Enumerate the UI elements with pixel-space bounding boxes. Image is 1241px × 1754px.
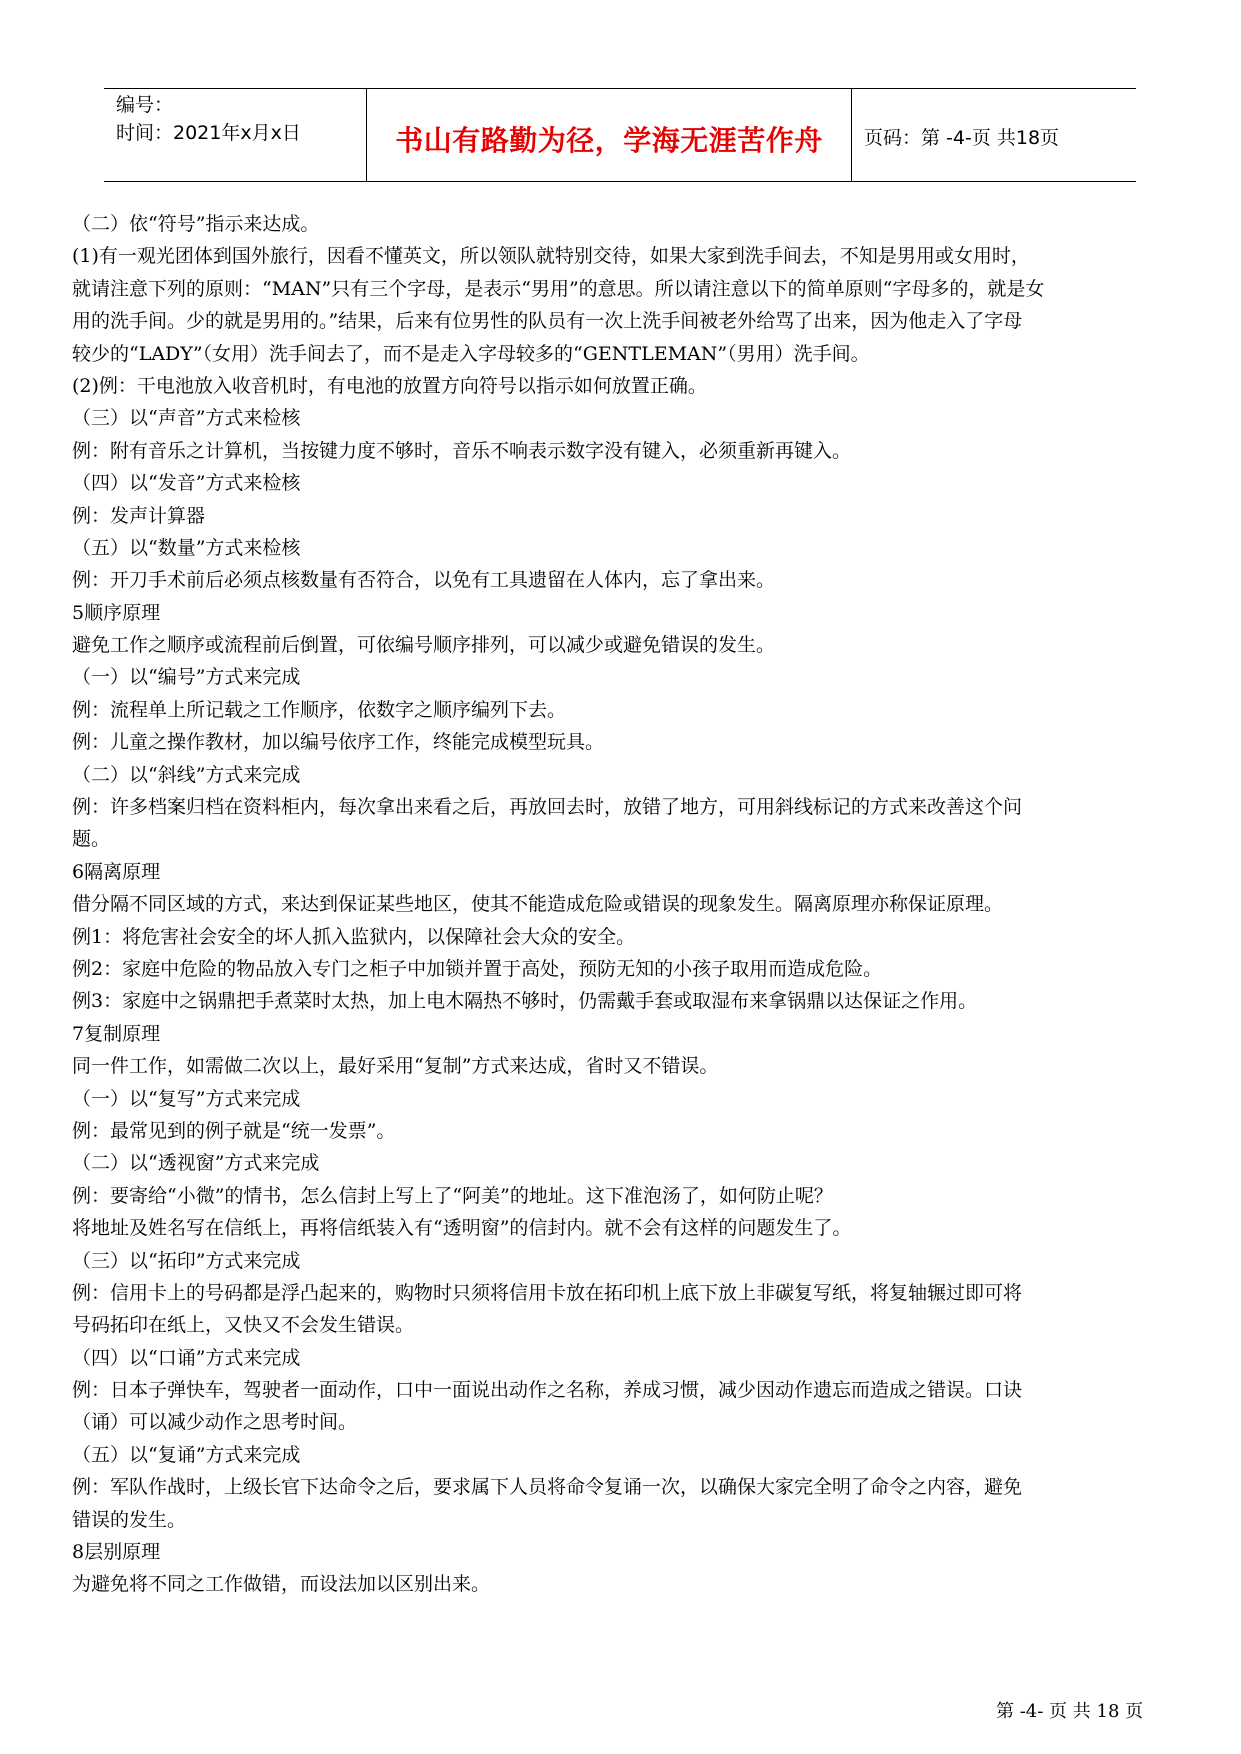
text-line: 例：流程单上所记载之工作顺序，依数字之顺序编列下去。: [72, 698, 567, 721]
text-line: （二）以“斜线”方式来完成: [72, 763, 301, 786]
text-line: 避免工作之顺序或流程前后倒置，可依编号顺序排列，可以减少或避免错误的发生。: [72, 634, 776, 657]
page-info-label: 页码：第 -4-页 共18页: [864, 127, 1060, 149]
text-line: 题。: [72, 828, 111, 851]
text-line: 将地址及姓名写在信纸上，再将信纸装入有“透明窗”的信封内。就不会有这样的问题发生了。: [72, 1217, 852, 1240]
text-line: 5顺序原理: [72, 601, 161, 624]
text-line: （五）以“数量”方式来检核: [72, 536, 301, 559]
motto-text: 书山有路勤为径，学海无涯苦作舟: [395, 124, 823, 157]
document-number-label: 编号：: [116, 94, 174, 116]
header-page-cell: [852, 89, 1136, 181]
page-footer: 第 -4- 页 共 18 页: [996, 1701, 1144, 1722]
text-line: 例3：家庭中之锅鼎把手煮菜时太热，加上电木隔热不够时，仍需戴手套或取湿布来拿锅鼎以达保证之作用。: [72, 990, 978, 1013]
text-line: （三）以“声音”方式来检核: [72, 407, 301, 430]
text-line: （四）以“发音”方式来检核: [72, 472, 301, 495]
text-line: 号码拓印在纸上，又快又不会发生错误。: [72, 1314, 415, 1337]
text-line: (2)例：干电池放入收音机时，有电池的放置方向符号以指示如何放置正确。: [72, 374, 707, 397]
text-line: （一）以“编号”方式来完成: [72, 666, 301, 689]
text-line: 为避免将不同之工作做错，而设法加以区别出来。: [72, 1573, 491, 1596]
text-line: 例：发声计算器: [72, 504, 206, 527]
text-line: 错误的发生。: [72, 1508, 187, 1531]
text-line: 7复制原理: [72, 1022, 161, 1045]
text-line: （三）以“拓印”方式来完成: [72, 1249, 301, 1272]
document-time-label: 时间：2021年x月x日: [116, 122, 301, 144]
text-line: 较少的“LADY”（女用）洗手间去了，而不是走入字母较多的“GENTLEMAN”（男用）洗手间。: [72, 342, 870, 365]
text-line: 例：要寄给“小微”的情书，怎么信封上写上了“阿美”的地址。这下准泡汤了，如何防止呢？: [72, 1184, 833, 1207]
header-motto-cell: [366, 89, 852, 181]
text-line: 例：开刀手术前后必须点核数量有否符合，以免有工具遗留在人体内，忘了拿出来。: [72, 569, 776, 592]
text-line: (1)有一观光团体到国外旅行，因看不懂英文，所以领队就特别交待，如果大家到洗手间去，不知是男用或女用时，: [72, 245, 1030, 268]
text-line: （四）以“口诵”方式来完成: [72, 1346, 301, 1369]
text-line: 例：儿童之操作教材，加以编号依序工作，终能完成模型玩具。: [72, 731, 605, 754]
text-line: 6隔离原理: [72, 860, 161, 883]
text-line: （诵）可以减少动作之思考时间。: [72, 1411, 358, 1434]
text-line: 用的洗手间。少的就是男用的。”结果，后来有位男性的队员有一次上洗手间被老外给骂了出来，因为他走入了字母: [72, 310, 1023, 333]
text-line: 同一件工作，如需做二次以上，最好采用“复制”方式来达成，省时又不错误。: [72, 1055, 719, 1078]
text-line: 例：许多档案归档在资料柜内，每次拿出来看之后，再放回去时，放错了地方，可用斜线标记的方式来改善这个问: [72, 796, 1023, 819]
text-line: 例2：家庭中危险的物品放入专门之柜子中加锁并置于高处，预防无知的小孩子取用而造成危险。: [72, 957, 883, 980]
text-line: 借分隔不同区域的方式，来达到保证某些地区，使其不能造成危险或错误的现象发生。隔离原理亦称保证原理。: [72, 893, 1004, 916]
header-info-cell: [104, 89, 366, 181]
text-line: 8层别原理: [72, 1541, 161, 1564]
text-line: （二）依“符号”指示来达成。: [72, 213, 320, 235]
text-line: （五）以“复诵”方式来完成: [72, 1443, 301, 1466]
text-line: （一）以“复写”方式来完成: [72, 1087, 301, 1110]
text-line: 例1：将危害社会安全的坏人抓入监狱内，以保障社会大众的安全。: [72, 925, 636, 948]
document-body: [72, 208, 1172, 1601]
text-line: 就请注意下列的原则：“MAN”只有三个字母，是表示“男用”的意思。所以请注意以下的简单原则“字母多的，就是女: [72, 277, 1045, 300]
text-line: 例：附有音乐之计算机，当按键力度不够时，音乐不响表示数字没有键入，必须重新再键入。: [72, 439, 852, 462]
text-line: 例：军队作战时，上级长官下达命令之后，要求属下人员将命令复诵一次，以确保大家完全明了命令之内容，避免: [72, 1476, 1023, 1499]
text-line: 例：日本子弹快车，驾驶者一面动作，口中一面说出动作之名称，养成习惯，减少因动作遗忘而造成之错误。口诀: [72, 1379, 1023, 1402]
text-line: （二）以“透视窗”方式来完成: [72, 1152, 320, 1175]
page-header: [104, 88, 1136, 182]
text-line: 例：最常见到的例子就是“统一发票”。: [72, 1119, 396, 1142]
text-line: 例：信用卡上的号码都是浮凸起来的，购物时只须将信用卡放在拓印机上底下放上非碳复写纸，将复轴辗过即可将: [72, 1281, 1023, 1304]
